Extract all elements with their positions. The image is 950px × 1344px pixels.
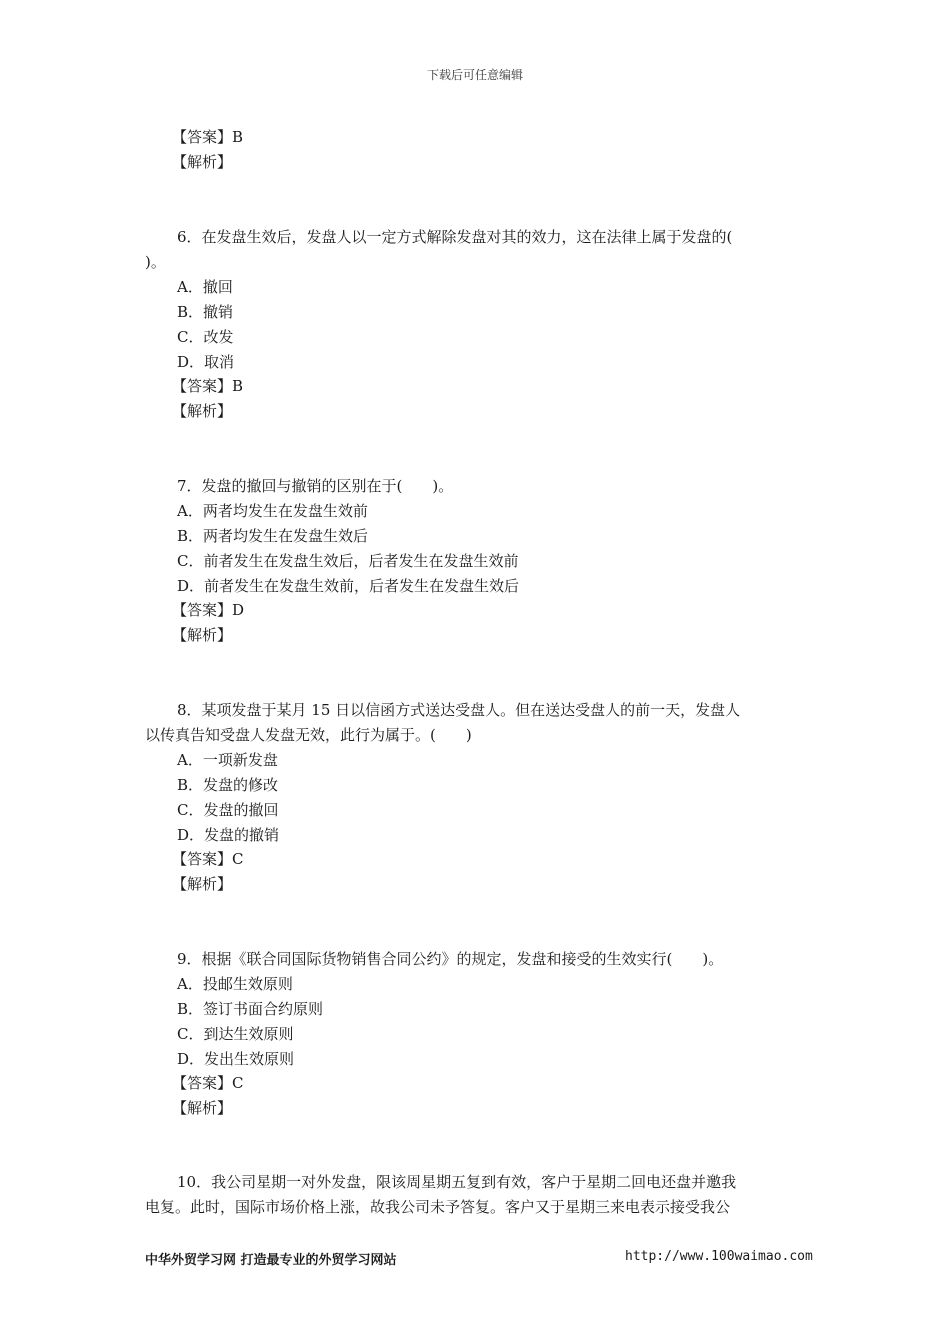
q9-option-a: A．投邮生效原则 — [177, 975, 293, 993]
q9-answer: 【答案】C — [172, 1074, 244, 1092]
q8-analysis: 【解析】 — [172, 875, 233, 893]
q6-option-d: D．取消 — [177, 353, 235, 371]
q10-stem-line1: 10．我公司星期一对外发盘，限该周星期五复到有效，客户于星期二回电还盘并邀我 — [177, 1173, 737, 1191]
q8-stem-line1: 8．某项发盘于某月 15 日以信函方式送达受盘人。但在送达受盘人的前一天，发盘人 — [177, 701, 741, 719]
q8-option-b: B．发盘的修改 — [177, 776, 279, 794]
q8-stem-line2: 以传真告知受盘人发盘无效，此行为属于。( ) — [145, 726, 472, 744]
q10-stem-line2: 电复。此时，国际市场价格上涨，故我公司未予答复。客户又于星期三来电表示接受我公 — [145, 1198, 731, 1216]
q7-option-c: C．前者发生在发盘生效后，后者发生在发盘生效前 — [177, 552, 519, 570]
q6-answer: 【答案】B — [172, 377, 244, 395]
q8-answer: 【答案】C — [172, 850, 244, 868]
q7-analysis: 【解析】 — [172, 626, 233, 644]
q8-option-c: C．发盘的撤回 — [177, 801, 279, 819]
q7-option-d: D．前者发生在发盘生效前，后者发生在发盘生效后 — [177, 577, 520, 595]
q6-option-b: B．撤销 — [177, 303, 234, 321]
q6-stem-line2: )。 — [145, 253, 166, 271]
footer-url[interactable]: http://www.100waimao.com — [625, 1249, 813, 1264]
footer-site-slogan: 中华外贸学习网 打造最专业的外贸学习网站 — [145, 1253, 397, 1268]
q8-option-d: D．发盘的撤销 — [177, 826, 280, 844]
q9-option-c: C．到达生效原则 — [177, 1025, 294, 1043]
q9-stem-line1: 9．根据《联合同国际货物销售合同公约》的规定，发盘和接受的生效实行( )。 — [177, 950, 724, 968]
q9-option-d: D．发出生效原则 — [177, 1050, 295, 1068]
q6-analysis: 【解析】 — [172, 402, 233, 420]
q5-analysis: 【解析】 — [172, 153, 233, 171]
q9-analysis: 【解析】 — [172, 1099, 233, 1117]
q7-answer: 【答案】D — [172, 601, 245, 619]
q5-answer: 【答案】B — [172, 128, 244, 146]
q7-option-a: A．两者均发生在发盘生效前 — [177, 502, 368, 520]
q6-stem-line1: 6．在发盘生效后，发盘人以一定方式解除发盘对其的效力，这在法律上属于发盘的( — [177, 228, 733, 246]
q6-option-a: A．撤回 — [177, 278, 233, 296]
q7-option-b: B．两者均发生在发盘生效后 — [177, 527, 369, 545]
q9-option-b: B．签订书面合约原则 — [177, 1000, 324, 1018]
q8-option-a: A．一项新发盘 — [177, 751, 278, 769]
q7-stem-line1: 7．发盘的撤回与撤销的区别在于( )。 — [177, 477, 454, 495]
q6-option-c: C．改发 — [177, 328, 234, 346]
header-note: 下载后可任意编辑 — [426, 68, 523, 82]
